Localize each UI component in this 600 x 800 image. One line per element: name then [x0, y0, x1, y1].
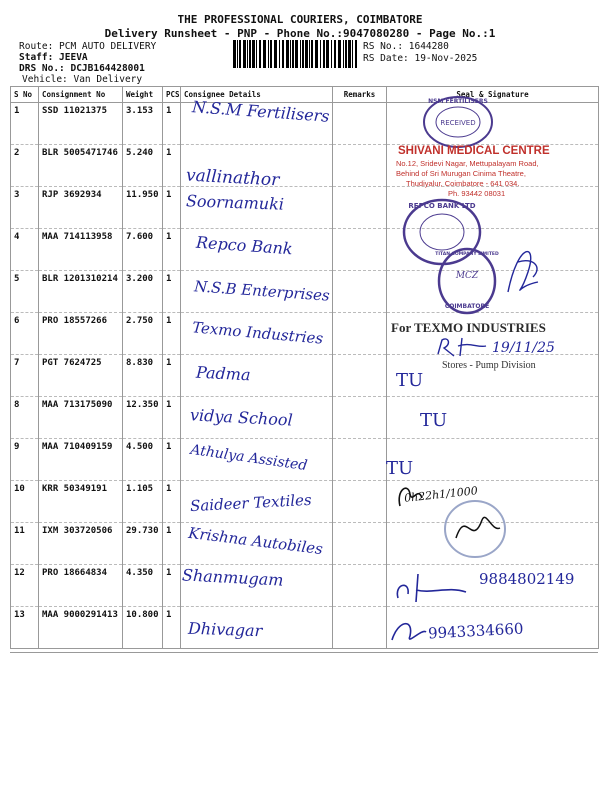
cell-remarks — [333, 523, 387, 565]
cell-weight: 3.200 — [123, 271, 163, 313]
cell-consignment: IXM 303720506 — [39, 523, 123, 565]
cell-consignment: SSD 11021375 — [39, 103, 123, 145]
barcode-bar — [311, 40, 313, 68]
cell-remarks — [333, 397, 387, 439]
col-header-sno: S No — [11, 87, 39, 103]
titan-code-text: MCZ — [455, 271, 479, 281]
handwritten-consignee-12: Shanmugam — [181, 565, 284, 590]
cell-pcs: 1 — [163, 607, 181, 649]
cell-consignment: MAA 9000291413 — [39, 607, 123, 649]
tu-mark-1: TU — [396, 370, 424, 391]
cell-weight: 10.800 — [123, 607, 163, 649]
cell-sno: 4 — [11, 229, 39, 271]
nsm-received-text: RECEIVED — [440, 119, 476, 127]
cell-sno: 1 — [11, 103, 39, 145]
barcode-bar — [338, 40, 341, 68]
texmo-signature-icon — [434, 334, 490, 360]
shivani-name: SHIVANI MEDICAL CENTRE — [398, 145, 550, 157]
cell-pcs: 1 — [163, 187, 181, 229]
handwritten-consignee-9: Athulya Assisted — [189, 441, 309, 475]
barcode-bar — [249, 40, 251, 68]
barcode-bar — [237, 40, 238, 68]
row12-phone: 9884802149 — [479, 570, 575, 588]
col-header-weight: Weight — [123, 87, 163, 103]
table-row — [11, 397, 599, 439]
cell-weight: 12.350 — [123, 397, 163, 439]
nsm-stamp-icon — [420, 94, 496, 150]
cell-remarks — [333, 187, 387, 229]
cell-pcs: 1 — [163, 145, 181, 187]
cell-consignment: BLR 5005471746 — [39, 145, 123, 187]
cell-consignment: KRR 50349191 — [39, 481, 123, 523]
barcode-bar — [326, 40, 329, 68]
barcode-bar — [331, 40, 332, 68]
barcode-bar — [345, 40, 347, 68]
signature-row12-icon — [392, 568, 472, 606]
cell-sno: 11 — [11, 523, 39, 565]
cell-weight: 7.600 — [123, 229, 163, 271]
cell-remarks — [333, 439, 387, 481]
titan-city-text: COIMBATORE — [444, 303, 490, 310]
cell-weight: 4.350 — [123, 565, 163, 607]
cell-weight: 29.730 — [123, 523, 163, 565]
document-title: THE PROFESSIONAL COURIERS, COIMBATORE — [177, 13, 423, 26]
cell-pcs: 1 — [163, 313, 181, 355]
handwritten-consignee-11: Krishna Autobiles — [187, 523, 324, 559]
rs-number: RS No.: 1644280 — [363, 41, 449, 52]
cell-weight: 8.830 — [123, 355, 163, 397]
cell-remarks — [333, 271, 387, 313]
handwritten-consignee-4: Repco Bank — [195, 232, 294, 259]
shivani-address-2: Behind of Sri Murugan Cinima Theatre, — [396, 169, 526, 178]
barcode-bar — [239, 40, 241, 68]
signature-row13-icon — [388, 616, 428, 646]
cell-pcs: 1 — [163, 103, 181, 145]
cell-remarks — [333, 607, 387, 649]
signature-icon — [498, 232, 548, 302]
tu-mark-3: TU — [386, 458, 414, 479]
handwritten-consignee-8: vidya School — [189, 405, 294, 430]
cell-weight: 3.153 — [123, 103, 163, 145]
table-row — [11, 187, 599, 229]
barcode-bar — [274, 40, 277, 68]
cell-sno: 7 — [11, 355, 39, 397]
cell-consignment: PRO 18557266 — [39, 313, 123, 355]
barcode-bar — [252, 40, 255, 68]
repco-stamp-text: REPCO BANK LTD — [408, 202, 476, 210]
barcode-bar — [270, 40, 272, 68]
cell-sno: 6 — [11, 313, 39, 355]
barcode-bar — [302, 40, 304, 68]
cell-remarks — [333, 103, 387, 145]
cell-seal — [387, 439, 599, 481]
barcode-bar — [309, 40, 310, 68]
cell-consignment: PGT 7624725 — [39, 355, 123, 397]
vehicle-label: Vehicle: Van Delivery — [22, 74, 143, 85]
handwritten-consignee-5: N.S.B Enterprises — [193, 277, 331, 305]
nsm-stamp-text: NSM FERTILISERS — [428, 98, 488, 105]
shivani-phone: Ph. 93442 08031 — [448, 189, 506, 198]
col-header-consignee: Consignee Details — [181, 87, 333, 103]
barcode-bar — [292, 40, 294, 68]
cell-sno: 5 — [11, 271, 39, 313]
barcode-bar — [256, 40, 257, 68]
col-header-pcs: PCS — [163, 87, 181, 103]
cell-remarks — [333, 355, 387, 397]
handwritten-consignee-13: Dhivagar — [187, 618, 263, 641]
cell-weight: 4.500 — [123, 439, 163, 481]
cell-weight: 5.240 — [123, 145, 163, 187]
handwritten-consignee-6: Texmo Industries — [191, 318, 324, 348]
cell-pcs: 1 — [163, 397, 181, 439]
handwritten-consignee-10: Saideer Textiles — [189, 490, 313, 516]
barcode-bar — [282, 40, 284, 68]
texmo-for-label: For TEXMO INDUSTRIES — [391, 320, 546, 335]
cell-pcs: 1 — [163, 565, 181, 607]
cell-sno: 9 — [11, 439, 39, 481]
col-header-remarks: Remarks — [333, 87, 387, 103]
cell-weight: 11.950 — [123, 187, 163, 229]
cell-remarks — [333, 565, 387, 607]
cell-remarks — [333, 481, 387, 523]
table-header-row — [11, 87, 599, 103]
barcode-bar — [315, 40, 318, 68]
barcode-bar — [263, 40, 266, 68]
row13-phone: 9943334660 — [427, 619, 524, 643]
cell-sno: 8 — [11, 397, 39, 439]
cell-pcs: 1 — [163, 271, 181, 313]
barcode-bar — [343, 40, 344, 68]
cell-remarks — [333, 313, 387, 355]
cell-sno: 10 — [11, 481, 39, 523]
barcode-bar — [286, 40, 289, 68]
col-header-consignment: Consignment No — [39, 87, 123, 103]
staff-label: Staff: JEEVA — [19, 52, 88, 63]
cell-pcs: 1 — [163, 523, 181, 565]
route-label: Route: PCM AUTO DELIVERY — [19, 41, 157, 52]
titan-stamp-icon — [436, 246, 498, 316]
cell-consignment: MAA 714113958 — [39, 229, 123, 271]
rs-date: RS Date: 19-Nov-2025 — [363, 53, 478, 64]
cell-consignment: RJP 3692934 — [39, 187, 123, 229]
cell-sno: 12 — [11, 565, 39, 607]
shivani-address-1: No.12, Sridevi Nagar, Mettupalayam Road, — [396, 159, 539, 168]
barcode-bar — [305, 40, 308, 68]
barcode-bar — [320, 40, 321, 68]
cell-consignment: MAA 713175090 — [39, 397, 123, 439]
barcode-bar — [300, 40, 301, 68]
cell-consignment: MAA 710409159 — [39, 439, 123, 481]
barcode-icon — [233, 40, 359, 68]
cell-pcs: 1 — [163, 481, 181, 523]
barcode-bar — [290, 40, 291, 68]
barcode-bar — [323, 40, 325, 68]
texmo-date: 19/11/25 — [492, 340, 555, 356]
col-header-seal: Seal & Signature — [387, 87, 599, 103]
handwritten-consignee-1: N.S.M Fertilisers — [191, 97, 331, 126]
cell-weight: 1.105 — [123, 481, 163, 523]
cell-pcs: 1 — [163, 439, 181, 481]
barcode-bar — [295, 40, 298, 68]
barcode-bar — [355, 40, 357, 68]
barcode-bar — [279, 40, 280, 68]
table-bottom-rule — [10, 652, 598, 653]
faded-stamp-icon — [442, 498, 508, 560]
barcode-bar — [348, 40, 351, 68]
cell-weight: 2.750 — [123, 313, 163, 355]
texmo-department: Stores - Pump Division — [442, 360, 536, 371]
handwritten-consignee-2: vallinathor — [185, 165, 280, 191]
cell-seal — [387, 397, 599, 439]
handwritten-consignee-3: Soornamuki — [185, 191, 285, 214]
cell-sno: 3 — [11, 187, 39, 229]
cell-consignment: PRO 18664834 — [39, 565, 123, 607]
barcode-bar — [243, 40, 246, 68]
cell-pcs: 1 — [163, 229, 181, 271]
cell-sno: 2 — [11, 145, 39, 187]
handwritten-consignee-7: Padma — [195, 362, 252, 385]
row10-note: 0h22h1/1000 — [403, 484, 479, 505]
drs-number: DRS No.: DCJB164428001 — [19, 63, 145, 74]
barcode-bar — [259, 40, 261, 68]
shivani-address-3: Thudiyalur, Coimbatore - 641 034. — [406, 179, 520, 188]
barcode-bar — [352, 40, 353, 68]
cell-pcs: 1 — [163, 355, 181, 397]
cell-remarks — [333, 229, 387, 271]
barcode-bar — [233, 40, 236, 68]
barcode-bar — [334, 40, 336, 68]
document-subtitle: Delivery Runsheet - PNP - Phone No.:9047080280 - Page No.:1 — [104, 27, 496, 40]
cell-consignment: BLR 1201310214 — [39, 271, 123, 313]
titan-stamp-text: TITAN COMPANY LIMITED — [435, 252, 499, 257]
barcode-bar — [268, 40, 269, 68]
cell-remarks — [333, 145, 387, 187]
barcode-bar — [247, 40, 248, 68]
cell-sno: 13 — [11, 607, 39, 649]
tu-mark-2: TU — [420, 410, 448, 431]
